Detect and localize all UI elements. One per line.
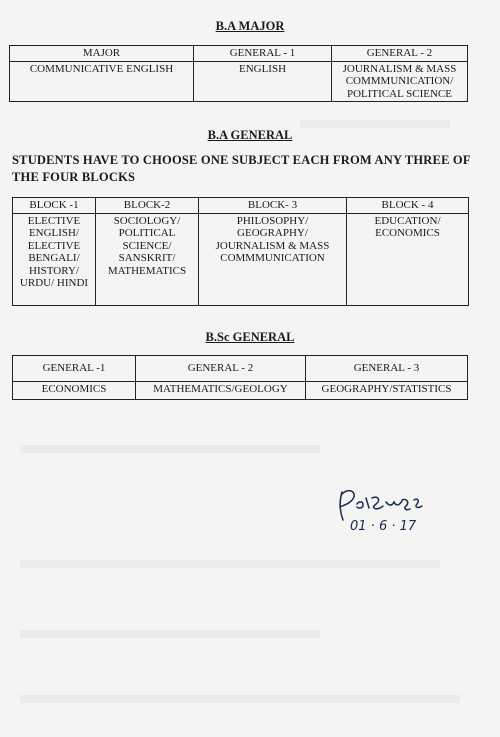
table-cell: JOURNALISM & MASS COMMMUNICATION/ POLITICAL SCIENCE: [332, 61, 468, 102]
header-cell: GENERAL - 1: [194, 46, 332, 62]
table-cell: SOCIOLOGY/ POLITICAL SCIENCE/ SANSKRIT/ MATHEMATICS: [96, 213, 199, 305]
header-cell: BLOCK-2: [96, 198, 199, 214]
bsc-general-table: [12, 355, 468, 400]
bleed-through-mark: [20, 630, 320, 638]
header-cell: BLOCK- 3: [199, 198, 347, 214]
table-header-row: [13, 198, 469, 214]
header-cell: GENERAL - 2: [332, 46, 468, 62]
table-cell: EDUCATION/ ECONOMICS: [347, 213, 469, 305]
ba-major-heading: B.A MAJOR: [215, 19, 285, 33]
header-cell: BLOCK -1: [13, 198, 96, 214]
table-cell: GEOGRAPHY/STATISTICS: [306, 382, 468, 400]
bsc-general-heading: B.Sc GENERAL: [205, 330, 295, 344]
table-row: [13, 213, 469, 305]
bleed-through-mark: [20, 445, 320, 453]
table-cell: MATHEMATICS/GEOLOGY: [136, 382, 306, 400]
table-cell: ECONOMICS: [13, 382, 136, 400]
ba-general-instruction: STUDENTS HAVE TO CHOOSE ONE SUBJECT EACH FROM ANY THREE OF THE FOUR BLOCKS: [12, 153, 471, 184]
table-header-row: [10, 46, 468, 62]
table-row: [13, 382, 468, 400]
table-cell: PHILOSOPHY/ GEOGRAPHY/ JOURNALISM & MASS COMMMUNICATION: [199, 213, 347, 305]
table-row: [10, 61, 468, 102]
ba-general-table: [12, 197, 469, 306]
header-cell: GENERAL - 3: [306, 356, 468, 382]
ba-general-heading: B.A GENERAL: [207, 128, 293, 142]
bleed-through-mark: [20, 560, 440, 568]
table-cell: ENGLISH: [194, 61, 332, 102]
bleed-through-mark: [20, 695, 460, 703]
table-header-row: [13, 356, 468, 382]
handwritten-signature: [330, 480, 440, 540]
svg-text:01 · 6 · 17: 01 · 6 · 17: [350, 519, 417, 534]
header-cell: GENERAL - 2: [136, 356, 306, 382]
bleed-through-mark: [300, 120, 450, 128]
header-cell: MAJOR: [10, 46, 194, 62]
table-cell: COMMUNICATIVE ENGLISH: [10, 61, 194, 102]
header-cell: BLOCK - 4: [347, 198, 469, 214]
table-cell: ELECTIVE ENGLISH/ ELECTIVE BENGALI/ HISTORY/ URDU/ HINDI: [13, 213, 96, 305]
header-cell: GENERAL -1: [13, 356, 136, 382]
ba-major-table: [9, 45, 468, 102]
